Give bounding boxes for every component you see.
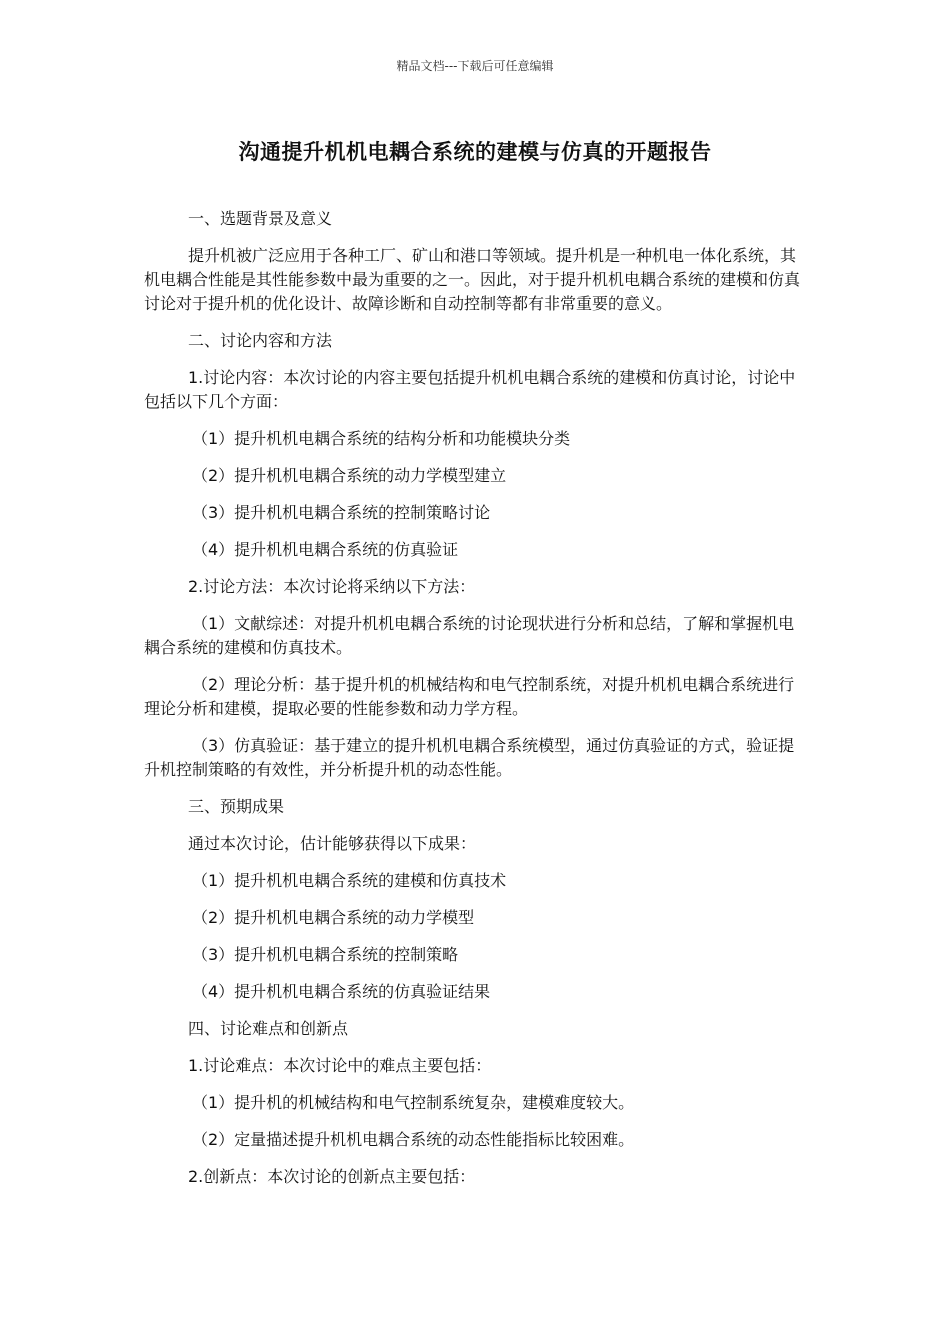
paragraph: 1.讨论难点：本次讨论中的难点主要包括：: [188, 1056, 492, 1075]
list-item: （3）提升机机电耦合系统的控制策略: [192, 945, 459, 964]
header-note: 精品文档---下载后可任意编辑: [396, 59, 554, 73]
paragraph: 2.创新点：本次讨论的创新点主要包括：: [188, 1167, 476, 1186]
list-item: （3）提升机机电耦合系统的控制策略讨论: [192, 503, 491, 522]
list-item: （4）提升机机电耦合系统的仿真验证: [192, 540, 459, 559]
list-item: （1）提升机的机械结构和电气控制系统复杂，建模难度较大。: [192, 1093, 635, 1112]
list-item: （2）理论分析：基于提升机的机械结构和电气控制系统，对提升机机电耦合系统进行理论分析和建模，提取必要的性能参数和动力学方程。: [144, 675, 795, 718]
list-item: （2）提升机机电耦合系统的动力学模型: [192, 908, 475, 927]
list-item: （1）文献综述：对提升机机电耦合系统的讨论现状进行分析和总结，了解和掌握机电耦合系统的建模和仿真技术。: [144, 614, 795, 657]
list-item: （1）提升机机电耦合系统的结构分析和功能模块分类: [192, 429, 571, 448]
paragraph: 2.讨论方法：本次讨论将采纳以下方法：: [188, 577, 476, 596]
paragraph: 通过本次讨论，估计能够获得以下成果：: [188, 834, 477, 853]
list-item: （2）定量描述提升机机电耦合系统的动态性能指标比较困难。: [192, 1130, 635, 1149]
section-heading: 三、预期成果: [188, 797, 285, 816]
section-heading: 一、选题背景及意义: [188, 209, 333, 228]
list-item: （2）提升机机电耦合系统的动力学模型建立: [192, 466, 507, 485]
list-item: （3）仿真验证：基于建立的提升机机电耦合系统模型，通过仿真验证的方式，验证提升机控制策略的有效性，并分析提升机的动态性能。: [144, 736, 795, 779]
section-heading: 二、讨论内容和方法: [188, 331, 333, 350]
section-heading: 四、讨论难点和创新点: [188, 1019, 349, 1038]
paragraph: 提升机被广泛应用于各种工厂、矿山和港口等领域。提升机是一种机电一体化系统，其机电耦合性能是其性能参数中最为重要的之一。因此，对于提升机机电耦合系统的建模和仿真讨论对于提升机的优化设计、故障诊断和自动控制等都有非常重要的意义。: [144, 246, 801, 313]
paragraph: 1.讨论内容：本次讨论的内容主要包括提升机机电耦合系统的建模和仿真讨论，讨论中包括以下几个方面：: [144, 368, 796, 411]
list-item: （4）提升机机电耦合系统的仿真验证结果: [192, 982, 491, 1001]
document-body: [144, 207, 804, 1202]
document-title: 沟通提升机机电耦合系统的建模与仿真的开题报告: [238, 140, 712, 164]
list-item: （1）提升机机电耦合系统的建模和仿真技术: [192, 871, 507, 890]
